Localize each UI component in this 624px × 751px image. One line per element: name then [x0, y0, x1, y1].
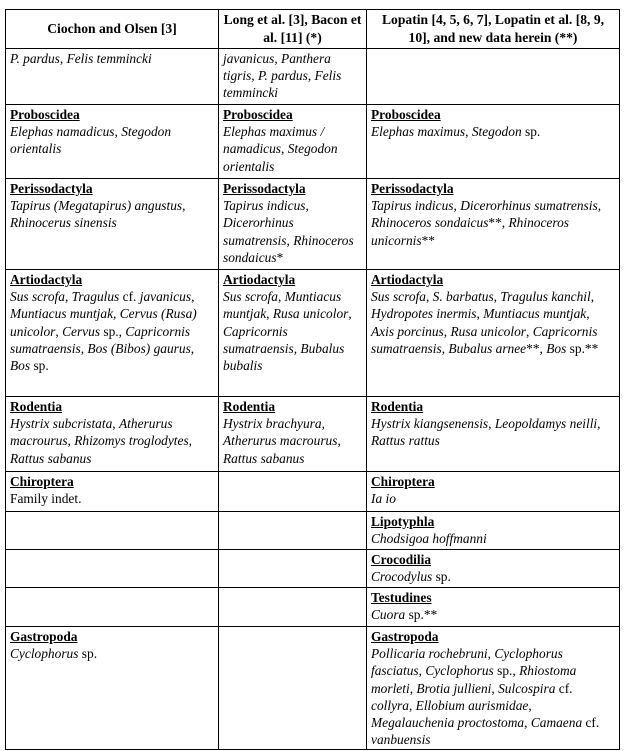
- taxon-name: Brotia jullieni: [416, 680, 492, 696]
- taxon-name: Cuora: [371, 607, 406, 623]
- taxon-name: Felis temmincki: [66, 51, 152, 66]
- taxon-name: Rhiostoma morleti: [371, 663, 577, 696]
- taxon-separator: **,: [526, 340, 547, 356]
- fauna-comparison-table: [5, 9, 620, 750]
- taxon-name: Rhinoceros sondaicus: [223, 232, 354, 265]
- taxon-name: Sus scrofa: [10, 289, 65, 305]
- order-heading: Perissodactyla: [371, 181, 454, 196]
- table-cell: [6, 512, 219, 550]
- taxon-name: Capricornis sumatraensis: [10, 323, 191, 356]
- taxon-separator: sp.**: [405, 607, 438, 623]
- taxon-separator: sp.**: [566, 340, 599, 356]
- taxon-name: Bos: [546, 340, 567, 356]
- taxon-name: Capricornis sumatraensis: [223, 323, 294, 356]
- order-heading: Gastropoda: [10, 629, 78, 644]
- taxon-name: javanicus: [139, 289, 192, 305]
- taxon-separator: sp.: [30, 358, 49, 374]
- table-cell: [219, 179, 367, 270]
- taxon-name: Dicerorhinus sumatrensis: [460, 198, 598, 214]
- table-cell: [219, 472, 367, 512]
- taxon-separator: ,: [590, 289, 595, 305]
- taxon-name: Rattus sabanus: [223, 450, 305, 466]
- taxon-name: Sus scrofa: [371, 289, 426, 305]
- table-cell: [367, 588, 620, 627]
- taxon-name: Tapirus (Megatapirus) angustus: [10, 198, 183, 214]
- taxon-separator: ,: [321, 416, 325, 432]
- taxon-separator: ,: [182, 198, 186, 214]
- taxon-separator: ,: [286, 232, 294, 248]
- taxon-name: Cyclophorus fasciatus: [371, 646, 563, 679]
- order-heading: Proboscidea: [371, 107, 441, 122]
- taxon-separator: ,: [409, 680, 417, 696]
- taxa-list: [371, 606, 615, 623]
- taxon-name: javanicus: [223, 51, 275, 66]
- taxon-separator: sp.: [432, 569, 451, 585]
- order-heading: Chiroptera: [371, 474, 435, 489]
- table-row-gastropoda: [6, 627, 620, 750]
- order-heading: Crocodilia: [371, 552, 432, 567]
- taxa-list: [223, 197, 362, 266]
- taxon-separator: *: [276, 249, 284, 265]
- header-long-bacon: Long et al. [3], Bacon et al. [11] (*): [219, 10, 367, 49]
- taxon-name: vanbuensis: [371, 732, 431, 748]
- table-cell: [219, 105, 367, 179]
- taxon-separator: ,: [476, 306, 484, 322]
- taxon-separator: ,: [266, 306, 273, 322]
- taxon-separator: ,: [418, 663, 426, 679]
- taxon-name: Sulcospira: [498, 680, 556, 696]
- order-heading: Gastropoda: [371, 629, 439, 644]
- taxon-separator: ,: [528, 697, 532, 713]
- taxon-name: Stegodon orientalis: [10, 124, 172, 157]
- order-heading: Testudines: [371, 590, 432, 605]
- table-cell: [6, 179, 219, 270]
- taxon-name: Rhizomys troglodytes: [74, 433, 189, 449]
- taxon-separator: cf.: [119, 289, 140, 305]
- table-row-chiroptera: [6, 472, 620, 512]
- order-heading: Artiodactyla: [10, 272, 83, 287]
- taxon-separator: ,: [293, 340, 301, 356]
- table-cell: [6, 105, 219, 179]
- order-heading: Rodentia: [10, 399, 63, 414]
- taxon-name: Tragulus kanchil: [500, 289, 591, 305]
- table-cell: [367, 512, 620, 550]
- taxon-name: Cervus (Rusa) unicolor: [10, 306, 197, 339]
- taxon-name: Rhinoceros sondaicus: [371, 215, 489, 231]
- taxon-separator: ,: [443, 323, 451, 339]
- table-cell: [367, 270, 620, 397]
- table-cell: [367, 179, 620, 270]
- taxon-separator: ,: [493, 289, 501, 305]
- order-heading: Perissodactyla: [223, 181, 306, 196]
- taxon-name: Muntiacus muntjak: [10, 306, 114, 322]
- taxa-list: [10, 288, 214, 374]
- taxon-name: S. barbatus: [432, 289, 494, 305]
- taxon-name: Pollicaria rochebruni: [371, 646, 488, 662]
- table-row-crocodilia: [6, 550, 620, 588]
- table-cell: [219, 550, 367, 588]
- table-row-carnivora-continued: [6, 49, 620, 105]
- taxon-separator: ,: [67, 433, 75, 449]
- taxon-name: Rusa unicolor: [272, 306, 349, 322]
- taxon-separator: ,: [305, 198, 309, 214]
- taxon-separator: ,: [337, 433, 341, 449]
- taxon-separator: ,: [190, 340, 195, 356]
- taxon-name: Atherurus macrourus: [10, 416, 173, 449]
- order-heading: Perissodactyla: [10, 181, 93, 196]
- taxon-name: Tragulus: [71, 289, 120, 305]
- table-cell: [6, 49, 219, 105]
- table-row-proboscidea: [6, 105, 620, 179]
- order-heading: Artiodactyla: [371, 272, 444, 287]
- taxa-list: [371, 645, 615, 748]
- taxon-separator: ,: [408, 697, 416, 713]
- taxon-separator: ,: [487, 646, 495, 662]
- table-row-lipotyphla: [6, 512, 620, 550]
- taxa-list: [371, 568, 615, 585]
- taxa-list: [10, 415, 214, 467]
- taxon-name: Rusa unicolor: [450, 323, 526, 339]
- taxon-separator: ,: [59, 51, 67, 66]
- taxon-separator: ,: [55, 323, 63, 339]
- taxa-list: [223, 288, 362, 374]
- table-cell: [6, 472, 219, 512]
- taxon-name: Cyclophorus: [425, 663, 494, 679]
- table-cell: [219, 270, 367, 397]
- taxon-name: Bubalus bubalis: [223, 340, 345, 374]
- table-row-testudines: [6, 588, 620, 627]
- taxon-name: Hydropotes inermis: [371, 306, 477, 322]
- taxon-name: Hystrix brachyura: [223, 416, 322, 432]
- taxon-separator: ,: [112, 416, 119, 432]
- taxon-name: Chodsigoa hoffmanni: [371, 531, 487, 547]
- taxon-name: Stegodon orientalis: [223, 141, 338, 174]
- taxon-name: P. pardus: [257, 68, 308, 84]
- taxon-name: Muntiacus muntjak: [223, 289, 342, 322]
- taxon-name: Cervus: [62, 323, 101, 339]
- order-heading: Artiodactyla: [223, 272, 296, 287]
- taxon-separator: ,: [80, 340, 88, 356]
- taxon-name: Elephas maximus: [371, 124, 466, 140]
- taxon-separator: cf.: [555, 680, 573, 696]
- taxa-list: [223, 415, 362, 467]
- taxon-name: Axis porcinus: [371, 323, 444, 339]
- taxon-separator: ,: [191, 289, 195, 305]
- taxon-separator: ,: [64, 289, 72, 305]
- taxon-name: Felis temmincki: [223, 68, 342, 101]
- taxon-name: Bos: [10, 358, 31, 374]
- taxon-name: Rhinocerus sinensis: [10, 215, 117, 231]
- table-row-rodentia: [6, 397, 620, 472]
- taxon-separator: sp.: [521, 124, 541, 140]
- order-heading: Proboscidea: [223, 107, 293, 122]
- taxon-separator: ,: [491, 680, 499, 696]
- taxon-separator: ,: [488, 416, 495, 432]
- taxon-name: Hystrix subcristata: [10, 416, 113, 432]
- taxon-name: Bos (Bibos) gaurus: [87, 340, 191, 356]
- taxon-name: Megalauchenia proctostoma: [371, 715, 525, 731]
- taxon-name: Elephas namadicus: [10, 124, 115, 140]
- taxon-separator: cf.: [582, 715, 600, 731]
- table-cell: [219, 397, 367, 472]
- taxon-name: Stegodon: [471, 124, 522, 140]
- taxon-separator: **,: [488, 215, 509, 231]
- taxon-name: Bubalus arnee: [448, 340, 527, 356]
- taxon-name: Panthera tigris: [223, 51, 331, 84]
- table-cell: [219, 627, 367, 750]
- taxa-list: [371, 415, 615, 449]
- taxon-name: Sus scrofa: [223, 289, 278, 305]
- table-cell: [367, 49, 620, 105]
- taxon-separator: Family indet.: [10, 491, 82, 507]
- order-heading: Proboscidea: [10, 107, 80, 122]
- table-cell: [6, 627, 219, 750]
- taxa-list: [371, 197, 615, 249]
- taxon-name: collyra: [371, 697, 409, 713]
- table-row-perissodactyla: [6, 179, 620, 270]
- taxon-separator: sp.: [78, 646, 98, 662]
- taxon-name: Atherurus macrourus: [223, 433, 338, 449]
- table-cell: [367, 397, 620, 472]
- taxon-name: Leopoldamys neilli: [494, 416, 598, 432]
- taxon-separator: ,: [425, 289, 433, 305]
- taxon-separator: ,: [348, 306, 352, 322]
- table-cell: [367, 550, 620, 588]
- header-lopatin: Lopatin [4, 5, 6, 7], Lopatin et al. [8, 9, 10], and new data herein (**): [367, 10, 620, 49]
- order-heading: Rodentia: [223, 399, 276, 414]
- taxa-list: [10, 645, 214, 662]
- taxon-separator: ,: [526, 323, 533, 339]
- taxon-separator: ,: [441, 340, 449, 356]
- order-heading: Chiroptera: [10, 474, 74, 489]
- taxa-list: [371, 490, 615, 507]
- taxa-list: [371, 530, 615, 547]
- table-cell: [367, 627, 620, 750]
- taxon-name: Rattus rattus: [371, 433, 440, 449]
- order-heading: Rodentia: [371, 399, 424, 414]
- taxon-separator: ,: [277, 289, 285, 305]
- taxon-name: Camaena: [530, 715, 583, 731]
- taxon-separator: ,: [274, 51, 282, 66]
- table-cell: [6, 588, 219, 627]
- taxon-name: Muntiacus muntjak: [483, 306, 587, 322]
- taxa-list: [223, 123, 362, 175]
- taxon-separator: ,: [307, 68, 315, 84]
- taxon-name: Rhinoceros unicornis: [371, 215, 569, 248]
- table-cell: [219, 512, 367, 550]
- taxon-separator: ,: [251, 68, 258, 84]
- taxon-separator: ,: [281, 141, 288, 157]
- taxon-name: Crocodylus: [371, 569, 433, 585]
- table-cell: [6, 550, 219, 588]
- taxon-name: Tapirus indicus: [223, 198, 306, 214]
- table-row-artiodactyla: [6, 270, 620, 397]
- taxa-list: [10, 197, 214, 231]
- taxon-name: Ia io: [371, 491, 396, 507]
- taxon-separator: ,: [597, 198, 602, 214]
- taxon-separator: sp.,: [100, 323, 126, 339]
- taxon-separator: **: [421, 232, 435, 248]
- taxon-name: Rattus sabanus: [10, 450, 92, 466]
- taxon-separator: ,: [114, 124, 122, 140]
- taxon-separator: ,: [524, 715, 531, 731]
- table-cell: [6, 397, 219, 472]
- header-ciochon-olsen: Ciochon and Olsen [3]: [6, 10, 219, 49]
- taxon-name: Cyclophorus: [10, 646, 79, 662]
- taxon-name: Tapirus indicus: [371, 198, 454, 214]
- table-cell: [6, 270, 219, 397]
- taxa-list: [371, 123, 615, 140]
- taxa-list: [223, 50, 362, 102]
- taxon-separator: sp.,: [493, 663, 520, 679]
- taxon-name: Ellobium aurismidae: [415, 697, 529, 713]
- taxon-separator: ,: [188, 433, 193, 449]
- taxon-name: P. pardus: [10, 51, 60, 66]
- table-cell: [367, 105, 620, 179]
- taxa-list: [371, 288, 615, 357]
- taxon-name: Capricornis sumatraensis: [371, 323, 598, 356]
- taxon-separator: ,: [113, 306, 120, 322]
- taxon-separator: ,: [586, 306, 590, 322]
- table-cell: [219, 588, 367, 627]
- taxon-separator: ,: [597, 416, 601, 432]
- taxon-name: Hystrix kiangsenensis: [371, 416, 489, 432]
- taxon-name: Elephas maximus / namadicus: [223, 124, 325, 157]
- order-heading: Lipotyphla: [371, 514, 435, 529]
- taxon-name: Dicerorhinus sumatrensis: [223, 215, 294, 248]
- table-cell: [367, 472, 620, 512]
- taxa-list: [10, 50, 214, 67]
- taxa-list: [10, 123, 214, 157]
- taxon-separator: ,: [453, 198, 461, 214]
- table-body: [6, 49, 620, 750]
- table-header-row: [6, 10, 620, 49]
- table-cell: [219, 49, 367, 105]
- taxa-list: [10, 490, 214, 507]
- taxon-separator: ,: [465, 124, 472, 140]
